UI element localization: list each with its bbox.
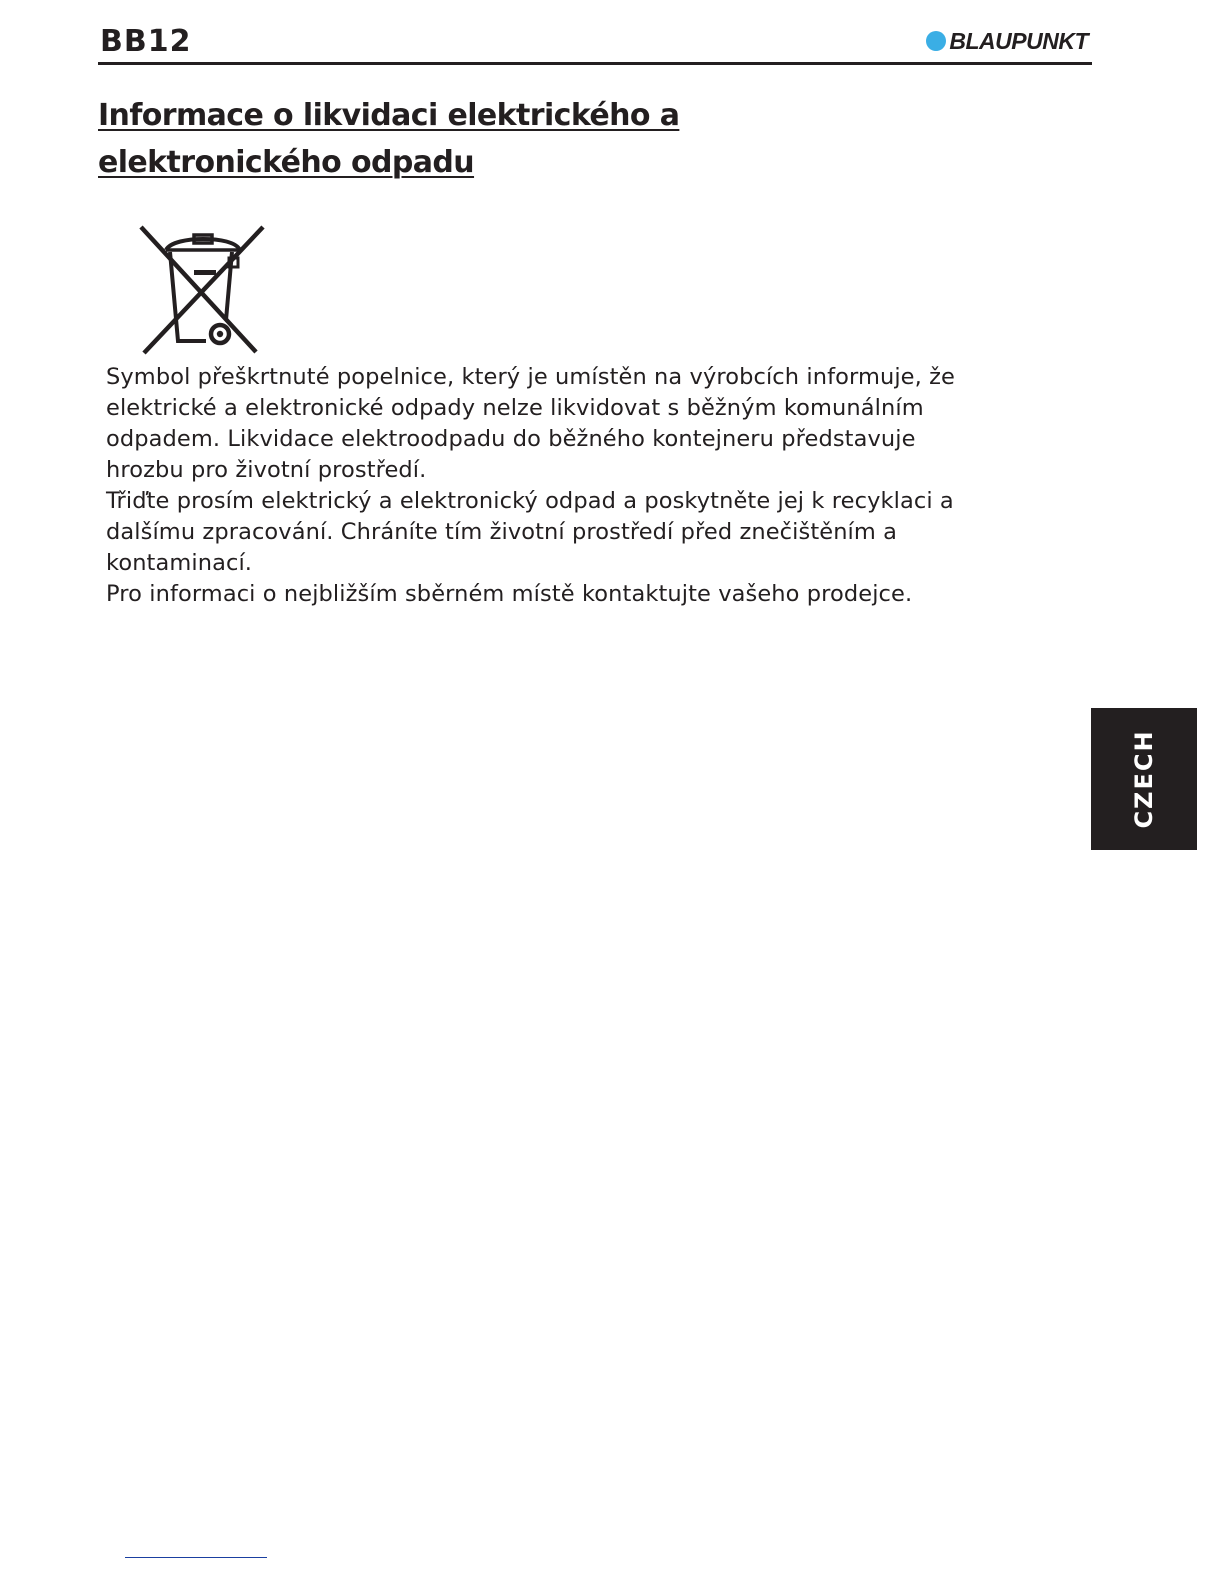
brand-dot-icon: [926, 31, 946, 51]
page-title: Informace o likvidaci elektrického a elektronického odpadu: [98, 98, 680, 180]
page-header: [98, 22, 1092, 65]
model-name: BB12: [100, 24, 192, 59]
language-label: CZECH: [1130, 729, 1158, 829]
paragraph-contact: Pro informaci o nejbližším sběrném místě kontaktujte vašeho prodejce.: [106, 581, 913, 607]
language-tab: [1091, 708, 1197, 850]
paragraph-sorting: Třiďte prosím elektrický a elektronický odpad a poskytněte jej k recyklaci a dalšímu zpracování. Chráníte tím životní prostředí před znečištěním a kontaminací.: [106, 488, 954, 576]
brand-logo: [926, 28, 1088, 54]
body-text: [106, 362, 986, 610]
paragraph-symbol: Symbol přeškrtnuté popelnice, který je umístěn na výrobcích informuje, že elektrické a elektronické odpady nelze likvidovat s běžným komunálním odpadem. Likvidace elektroodpadu do běžného kontejneru představuje hrozbu pro životní prostředí.: [106, 364, 955, 483]
brand-name: BLAUPUNKT: [949, 28, 1088, 54]
crossed-out-wheelie-bin-icon: [136, 222, 268, 358]
footnote-divider: [125, 1557, 267, 1558]
